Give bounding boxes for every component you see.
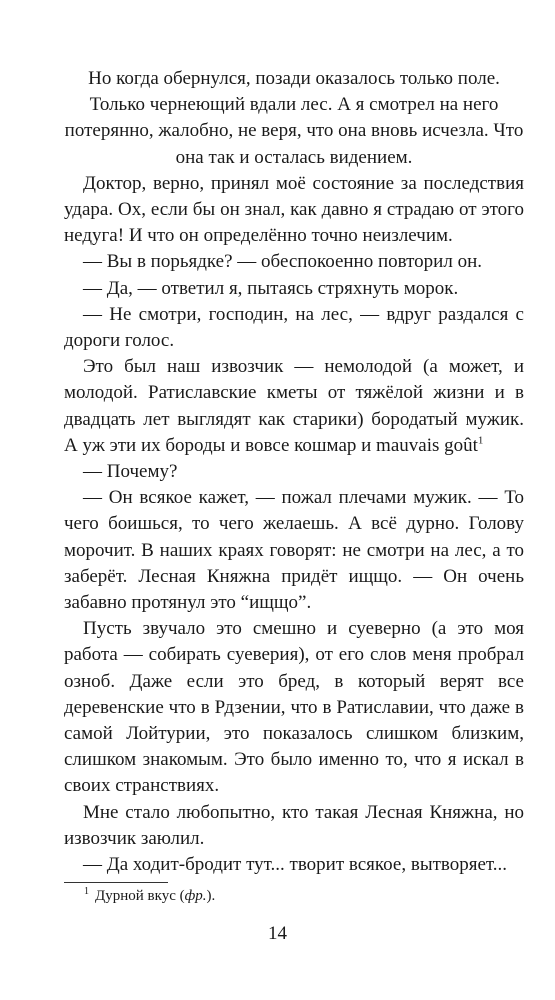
paragraph-7 bbox=[64, 459, 524, 485]
footnote-language-abbr: фр. bbox=[184, 888, 207, 904]
paragraph-text: Пусть звучало это смешно и суеверно (а это моя работа — собирать суеверия), от его слов меня пробрал озноб. Даже если это бред, в который верят все деревенские что в Рдзении, что в Ратиславии, что даже в самой Лойтурии, это показалось слишком близким, слишком знакомым. Это было именно то, что я искал в своих странствиях. bbox=[64, 618, 524, 797]
footnote-text-after: ). bbox=[206, 888, 216, 904]
paragraph-10 bbox=[64, 800, 524, 852]
paragraph-3 bbox=[64, 249, 524, 275]
footnote-reference[interactable]: 1 bbox=[477, 434, 484, 447]
paragraph-5 bbox=[64, 302, 524, 354]
paragraph-2 bbox=[64, 171, 524, 250]
paragraph-text: — Вы в порьядке? — обеспокоенно повторил он. bbox=[83, 251, 482, 273]
footnote-mark: 1 bbox=[84, 886, 89, 897]
paragraph-text: Доктор, верно, принял моё состояние за последствия удара. Ох, если бы он знал, как давно я страдаю от этого недуга! И что он определённо точно неизлечим. bbox=[64, 172, 524, 247]
paragraph-text: — Почему? bbox=[83, 461, 178, 483]
page-number: 14 bbox=[268, 923, 287, 944]
paragraph-text: — Да, — ответил я, пытаясь стряхнуть морок. bbox=[83, 277, 459, 299]
paragraph-11 bbox=[64, 852, 524, 878]
paragraph-text: — Он всякое кажет, — пожал плечами мужик. — То чего боишься, то чего желаешь. А всё дурно. Голову морочит. В наших краях говорят: не смотри на лес, а то заберёт. Лесная Княжна придёт ищщо. — Он очень забавно протянул это “ищщо”. bbox=[64, 487, 524, 614]
paragraph-text: — Да ходит-бродит тут... творит всякое, вытворяет... bbox=[83, 854, 508, 876]
paragraph-text: Но когда обернулся, позади оказалось только поле. Только чернеющий вдали лес. А я смотрел на него потерянно, жалобно, не веря, что она вновь исчезла. Что она так и осталась видением. bbox=[64, 68, 524, 168]
paragraph-1 bbox=[64, 66, 524, 171]
footnote bbox=[84, 886, 524, 906]
paragraph-4 bbox=[64, 276, 524, 302]
footnote-divider bbox=[64, 882, 168, 883]
paragraph-6 bbox=[64, 354, 524, 459]
paragraph-text: — Не смотри, господин, на лес, — вдруг раздался с дороги голос. bbox=[64, 303, 524, 352]
footnote-text-before: Дурной вкус ( bbox=[95, 888, 185, 904]
body-text bbox=[64, 66, 524, 878]
paragraph-text: Мне стало любопытно, кто такая Лесная Княжна, но извозчик заюлил. bbox=[64, 801, 524, 849]
paragraph-text: Это был наш извозчик — немолодой (а может, и молодой. Ратиславские кметы от тяжёлой жизни и в двадцать лет выглядят как старики) бородатый мужик. А уж эти их бороды и вовсе кошмар и mauvais goût bbox=[64, 356, 524, 456]
paragraph-8 bbox=[64, 485, 524, 616]
paragraph-9 bbox=[64, 616, 524, 799]
